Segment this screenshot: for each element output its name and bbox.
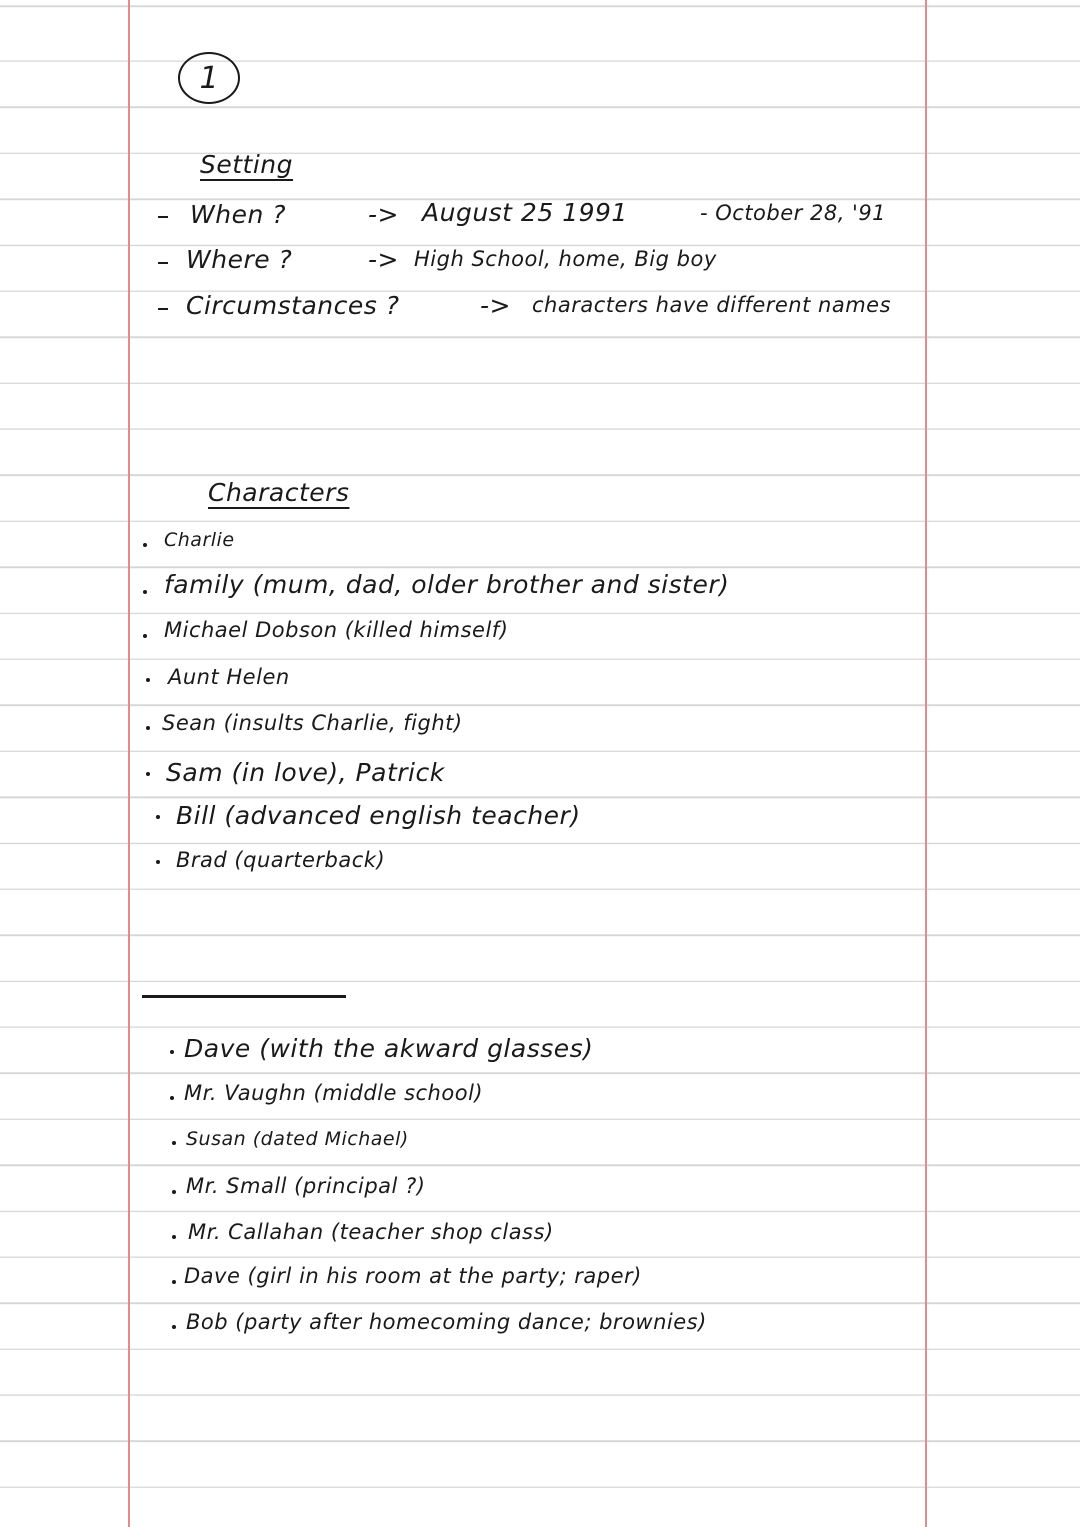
bullet-dot (156, 860, 160, 864)
setting-when-extra: - October 28, '91 (700, 201, 887, 225)
bullet-dot (143, 590, 147, 594)
character-item: Dave (girl in his room at the party; raper) (184, 1264, 642, 1288)
character-item: Susan (dated Michael) (186, 1128, 409, 1150)
bullet-dot (170, 1050, 174, 1054)
bullet-dot (146, 726, 150, 730)
setting-when-value: August 25 1991 (422, 198, 628, 227)
left-margin-line (128, 0, 130, 1527)
character-item: Charlie (164, 529, 235, 551)
characters-heading: Characters (208, 478, 350, 507)
bullet-dot (172, 1325, 176, 1329)
dash-marker (158, 308, 168, 310)
character-item: Aunt Helen (168, 665, 290, 689)
section-divider (142, 995, 346, 998)
setting-heading: Setting (200, 150, 294, 179)
character-item: Michael Dobson (killed himself) (164, 618, 509, 642)
dash-marker (158, 262, 168, 264)
right-margin-line (925, 0, 927, 1527)
page-number-circle: 1 (178, 52, 240, 104)
setting-where-label: Where ? (186, 245, 293, 274)
character-item: Mr. Callahan (teacher shop class) (188, 1220, 554, 1244)
bullet-dot (172, 1280, 176, 1284)
bullet-dot (172, 1235, 176, 1239)
setting-circumstances-value: characters have different names (532, 293, 892, 317)
bullet-dot (146, 678, 150, 682)
bullet-dot (143, 543, 147, 547)
setting-when-arrow: -> (368, 200, 399, 229)
setting-where-arrow: -> (368, 245, 399, 274)
character-item: Brad (quarterback) (176, 848, 386, 872)
bullet-dot (172, 1190, 176, 1194)
setting-circumstances-label: Circumstances ? (186, 291, 400, 320)
bullet-dot (146, 772, 150, 776)
setting-circumstances-arrow: -> (480, 291, 511, 320)
bullet-dot (143, 634, 147, 638)
bullet-dot (172, 1141, 176, 1145)
setting-when-label: When ? (190, 200, 287, 229)
character-item: Dave (with the akward glasses) (184, 1034, 594, 1063)
character-item: Sam (in love), Patrick (166, 758, 445, 787)
character-item: Mr. Vaughn (middle school) (184, 1081, 484, 1105)
character-item: Bill (advanced english teacher) (176, 801, 581, 830)
dash-marker (158, 216, 168, 218)
character-item: Sean (insults Charlie, fight) (162, 711, 463, 735)
character-item: family (mum, dad, older brother and sister) (164, 570, 730, 599)
character-item: Mr. Small (principal ?) (186, 1174, 426, 1198)
setting-where-value: High School, home, Big boy (414, 247, 717, 271)
bullet-dot (156, 815, 160, 819)
character-item: Bob (party after homecoming dance; brownies) (186, 1310, 707, 1334)
bullet-dot (170, 1096, 174, 1100)
